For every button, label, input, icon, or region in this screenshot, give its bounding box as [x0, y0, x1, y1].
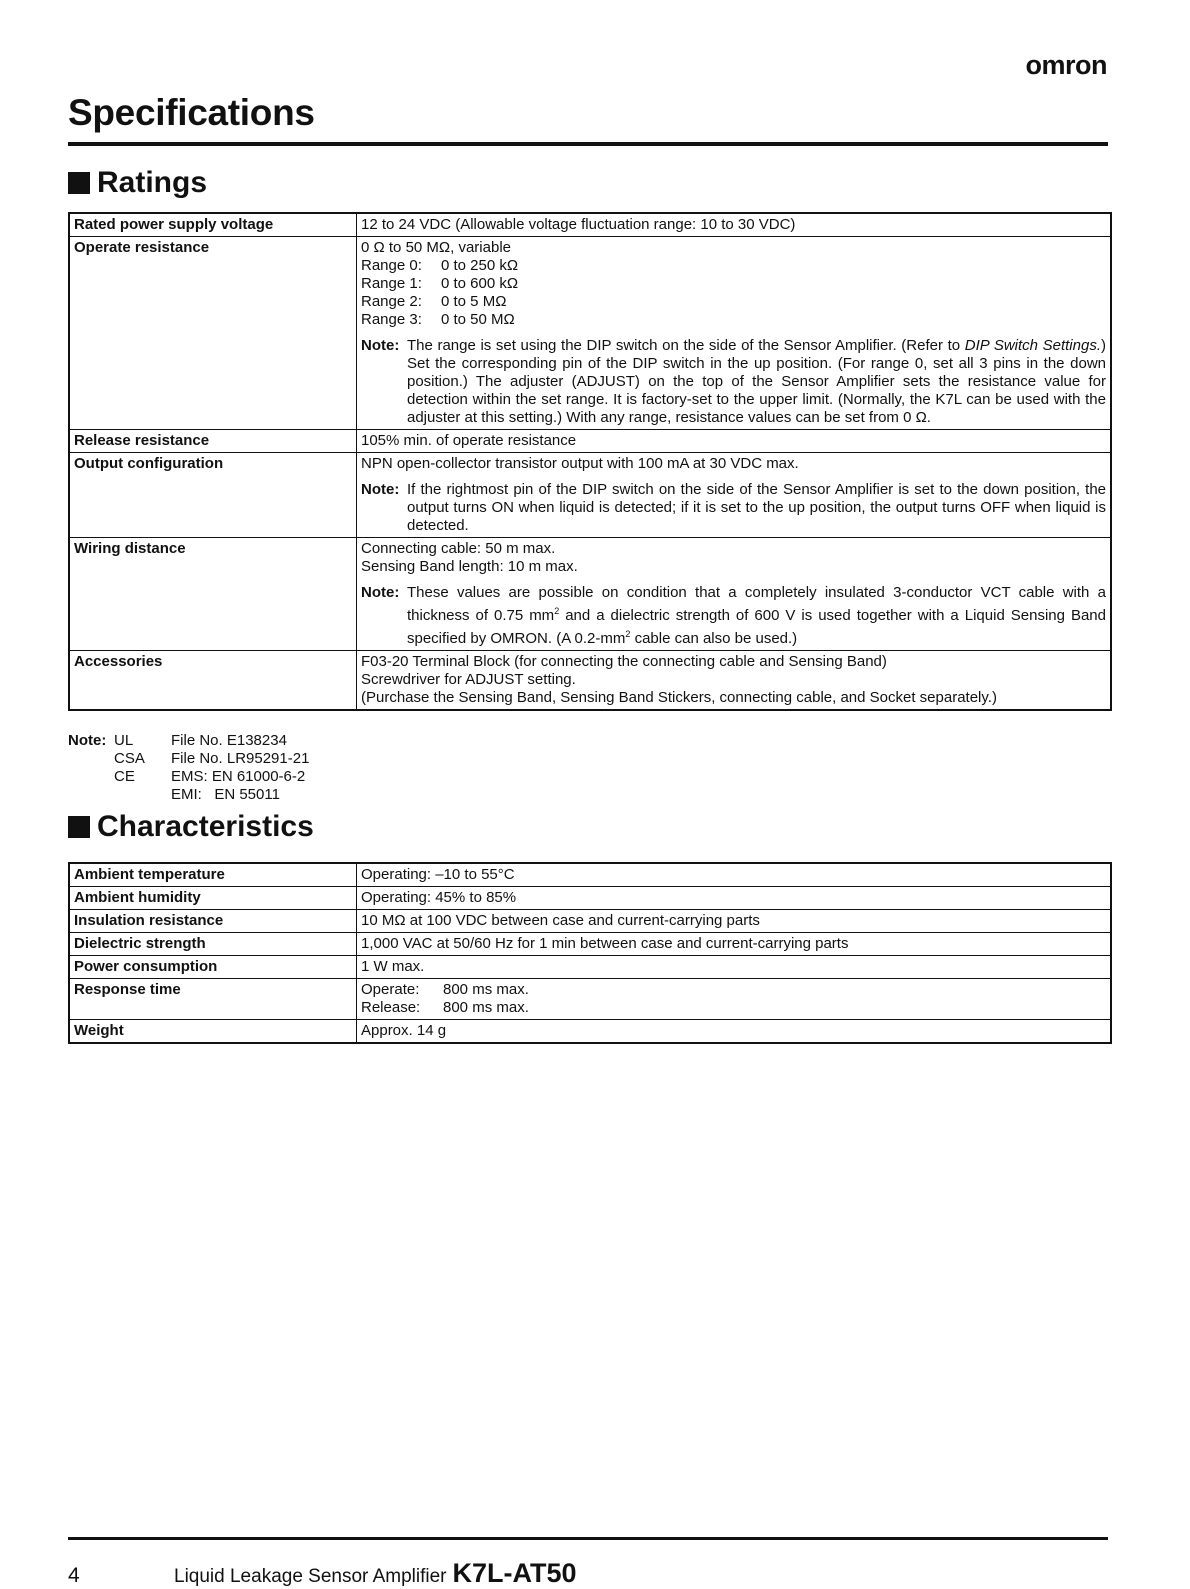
page-number: 4 [68, 1564, 80, 1587]
row-label: Accessories [69, 651, 357, 711]
row-value [357, 237, 1112, 430]
table-row [69, 453, 1111, 538]
table-row [69, 237, 1111, 430]
row-value: 12 to 24 VDC (Allowable voltage fluctuation range: 10 to 30 VDC) [357, 213, 1112, 237]
range-line: Range 2: 0 to 5 MΩ [361, 293, 507, 310]
row-value: Approx. 14 g [357, 1020, 1112, 1044]
product-name: Liquid Leakage Sensor Amplifier [174, 1566, 447, 1587]
table-row [69, 863, 1111, 887]
row-value: Connecting cable: 50 m max. Sensing Band length: 10 m max. Note: These values are possible on condition that a completely insulated 3-conductor VCT cable with a thickness of 0.75 $mm^2$ and a dielectric strength of 600 V is used together with a Liquid Sensing Band specified by OMRON. (A $0.2-mm^2$ cable can also be used.) [357, 538, 1112, 651]
cert-row: CSA File No. LR95291-21 [114, 750, 310, 767]
row-label: Rated power supply voltage [69, 213, 357, 237]
characteristics-table [68, 862, 1112, 1044]
row-value: 105% min. of operate resistance [357, 430, 1112, 453]
row-value: 1 W max. [357, 956, 1112, 979]
model-number: K7L-AT50 [452, 1558, 577, 1588]
row-value: 10 MΩ at 100 VDC between case and current-carrying parts [357, 910, 1112, 933]
table-row [69, 430, 1111, 453]
table-row [69, 887, 1111, 910]
table-row [69, 956, 1111, 979]
range-line: Range 3: 0 to 50 MΩ [361, 311, 515, 328]
row-label: Ambient temperature [69, 863, 357, 887]
row-label: Ambient humidity [69, 887, 357, 910]
row-label: Weight [69, 1020, 357, 1044]
row-value: Operating: –10 to 55°C [357, 863, 1112, 887]
ratings-table [68, 212, 1112, 711]
table-row [69, 538, 1111, 651]
certification-note [68, 732, 309, 804]
row-label: Power consumption [69, 956, 357, 979]
row-value: F03-20 Terminal Block (for connecting the connecting cable and Sensing Band) Screwdriver for ADJUST setting. (Purchase the Sensing Band, Sensing Band Stickers, connecting cable, and Socket separately.) [357, 651, 1112, 711]
range-line: Range 1: 0 to 600 kΩ [361, 275, 519, 292]
table-row [69, 910, 1111, 933]
table-row [69, 979, 1111, 1020]
row-value: Operate: 800 ms max. Release: 800 ms max. [357, 979, 1112, 1020]
footer-product-title [174, 1558, 577, 1589]
row-label: Operate resistance [69, 237, 357, 430]
row-label: Release resistance [69, 430, 357, 453]
omron-logo: omron [1025, 50, 1107, 80]
row-label: Insulation resistance [69, 910, 357, 933]
table-row [69, 213, 1111, 237]
table-row [69, 651, 1111, 711]
square-bullet-icon [68, 816, 90, 838]
cert-row: CE EMS: EN 61000-6-2 [114, 768, 306, 785]
row-label: Dielectric strength [69, 933, 357, 956]
row-value: Operating: 45% to 85% [357, 887, 1112, 910]
page-title: Specifications [68, 92, 315, 133]
ratings-heading-text: Ratings [97, 166, 208, 199]
table-row [69, 1020, 1111, 1044]
table-row [69, 933, 1111, 956]
characteristics-heading [68, 810, 314, 844]
range-line: Range 0: 0 to 250 kΩ [361, 257, 519, 274]
row-label: Wiring distance [69, 538, 357, 651]
square-bullet-icon [68, 172, 90, 194]
operate-resistance-note: Note: The range is set using the DIP switch on the side of the Sensor Amplifier. (Refer to DIP Switch Settings.) Set the corresponding pin of the DIP switch in the up position. (For range 0, set all 3 pins in the down position.) The adjuster (ADJUST) on the top of the Sensor Amplifier sets the resistance value for detection within the set range. It is factory-set to the upper limit. (Normally, the K7L can be used with the adjuster at this setting.) With any range, resistance values can be set from 0 Ω. [361, 337, 1106, 426]
output-configuration-note: Note: If the rightmost pin of the DIP switch on the side of the Sensor Amplifier is set to the down position, the output turns ON when liquid is detected; if it is set to the up position, the output turns OFF when liquid is detected. [361, 481, 1106, 534]
characteristics-heading-text: Characteristics [97, 810, 314, 843]
operate-resistance-value: 0 Ω to 50 MΩ, variable [361, 239, 511, 256]
row-label: Response time [69, 979, 357, 1020]
row-value: NPN open-collector transistor output with 100 mA at 30 VDC max. Note: If the rightmost pin of the DIP switch on the side of the Sensor Amplifier is set to the down position, the output turns ON when liquid is detected; if it is set to the up position, the output turns OFF when liquid is detected. [357, 453, 1112, 538]
wiring-distance-note: Note: These values are possible on condition that a completely insulated 3-conductor VCT cable with a thickness of 0.75 $mm^2$ and a dielectric strength of 600 V is used together with a Liquid Sensing Band specified by OMRON. (A $0.2-mm^2$ cable can also be used.) [361, 584, 1106, 647]
row-label: Output configuration [69, 453, 357, 538]
footer-rule [68, 1537, 1108, 1540]
cert-row: EMI: EN 55011 [171, 786, 280, 803]
ratings-heading [68, 166, 207, 200]
title-rule [68, 142, 1108, 146]
row-value: 1,000 VAC at 50/60 Hz for 1 min between case and current-carrying parts [357, 933, 1112, 956]
cert-row: Note: UL File No. E138234 [68, 732, 287, 749]
